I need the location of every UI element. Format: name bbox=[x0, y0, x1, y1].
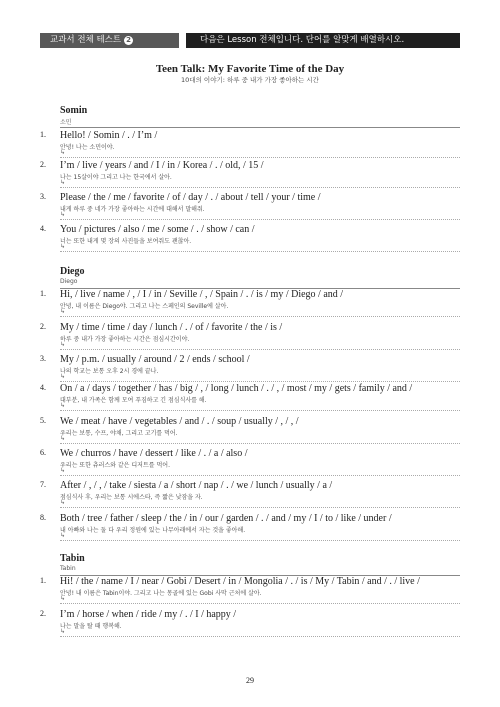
exercise-item bbox=[40, 322, 460, 352]
answer-line bbox=[60, 636, 460, 637]
exercise-item bbox=[40, 289, 460, 319]
answer-line bbox=[60, 251, 460, 252]
answer-arrow-icon: ↳ bbox=[60, 373, 66, 380]
page-number: 29 bbox=[246, 676, 254, 685]
answer-line bbox=[60, 219, 460, 220]
answer-arrow-icon: ↳ bbox=[60, 532, 66, 539]
korean-translation: 너는 또한 내게 몇 장의 사진들을 보여줘도 괜찮아. bbox=[60, 238, 192, 245]
answer-line bbox=[60, 603, 460, 604]
page-title: Teen Talk: My Favorite Time of the Day bbox=[155, 63, 345, 75]
test-number-badge: 2 bbox=[124, 36, 133, 45]
item-number: 3. bbox=[40, 192, 46, 201]
word-scramble: My / time / time / day / lunch / . / of / favorite / the / is / bbox=[60, 322, 283, 333]
korean-translation: 내 아빠와 나는 둘 다 우리 정원에 있는 나무아래에서 자는 것을 좋아해. bbox=[60, 527, 246, 534]
item-number: 3. bbox=[40, 354, 46, 363]
exercise-item bbox=[40, 130, 460, 160]
korean-translation: 나의 학교는 보통 오후 2시 경에 끝나. bbox=[60, 368, 159, 375]
item-number: 2. bbox=[40, 609, 46, 618]
answer-arrow-icon: ↳ bbox=[60, 341, 66, 348]
answer-arrow-icon: ↳ bbox=[60, 211, 66, 218]
korean-translation: 우리는 또한 츄러스와 같은 디저트를 먹어. bbox=[60, 462, 170, 469]
answer-arrow-icon: ↳ bbox=[60, 435, 66, 442]
test-label: 교과서 전체 테스트 bbox=[50, 35, 122, 45]
item-number: 1. bbox=[40, 130, 46, 139]
section-subtitle: Tabin bbox=[60, 565, 76, 572]
answer-line bbox=[60, 507, 460, 508]
exercise-item bbox=[40, 609, 460, 639]
answer-arrow-icon: ↳ bbox=[60, 499, 66, 506]
answer-line bbox=[60, 443, 460, 444]
answer-arrow-icon: ↳ bbox=[60, 467, 66, 474]
section-subtitle: 소민 bbox=[60, 119, 72, 126]
word-scramble: After / , / , / take / siesta / a / short / nap / . / we / lunch / usually / a / bbox=[60, 480, 333, 491]
section-name: Diego bbox=[60, 266, 85, 277]
section-subtitle: Diego bbox=[60, 278, 78, 285]
exercise-item bbox=[40, 416, 460, 446]
korean-translation: 안녕! 내 이름은 Tabin이야. 그리고 나는 몽골에 있는 Gobi 사막 근처에 살아. bbox=[60, 590, 262, 597]
answer-arrow-icon: ↳ bbox=[60, 402, 66, 409]
answer-line bbox=[60, 187, 460, 188]
exercise-item bbox=[40, 160, 460, 190]
exercise-item bbox=[40, 224, 460, 254]
item-number: 4. bbox=[40, 224, 46, 233]
word-scramble: Hi! / the / name / I / near / Gobi / Desert / in / Mongolia / . / is / My / Tabin / and / . / live / bbox=[60, 576, 420, 587]
item-number: 2. bbox=[40, 160, 46, 169]
korean-translation: 나는 15살이야 그리고 나는 한국에서 살아. bbox=[60, 174, 172, 181]
answer-arrow-icon: ↳ bbox=[60, 243, 66, 250]
word-scramble: Both / tree / father / sleep / the / in / our / garden / . / and / my / I / to / like / under / bbox=[60, 513, 392, 524]
exercise-item bbox=[40, 513, 460, 543]
section-name: Somin bbox=[60, 105, 88, 116]
word-scramble: We / meat / have / vegetables / and / . / soup / usually / , / , / bbox=[60, 416, 299, 427]
item-number: 1. bbox=[40, 576, 46, 585]
korean-translation: 나는 말을 탈 때 행복해. bbox=[60, 623, 122, 630]
korean-translation: 점심식사 후, 우리는 보통 시에스타, 즉 짧은 낮잠을 자. bbox=[60, 494, 203, 501]
word-scramble: Hello! / Somin / . / I’m / bbox=[60, 130, 158, 141]
exercise-item bbox=[40, 192, 460, 222]
test-label-bar bbox=[40, 33, 179, 48]
exercise-item bbox=[40, 480, 460, 510]
page-subtitle: 10대의 이야기: 하루 중 내가 가장 좋아하는 시간 bbox=[181, 76, 319, 84]
korean-translation: 안녕! 나는 소민이야. bbox=[60, 144, 115, 151]
item-number: 2. bbox=[40, 322, 46, 331]
word-scramble: On / a / days / together / has / big / , / long / lunch / . / , / most / my / gets / family / and / bbox=[60, 383, 413, 394]
word-scramble: Please / the / me / favorite / of / day / . / about / tell / your / time / bbox=[60, 192, 321, 203]
word-scramble: My / p.m. / usually / around / 2 / ends / school / bbox=[60, 354, 250, 365]
word-scramble: Hi, / live / name / , / I / in / Seville / , / Spain / . / is / my / Diego / and / bbox=[60, 289, 344, 300]
answer-arrow-icon: ↳ bbox=[60, 149, 66, 156]
exercise-item bbox=[40, 354, 460, 384]
answer-line bbox=[60, 475, 460, 476]
word-scramble: You / pictures / also / me / some / . / show / can / bbox=[60, 224, 255, 235]
instruction-bar bbox=[186, 33, 460, 48]
exercise-item bbox=[40, 448, 460, 478]
item-number: 5. bbox=[40, 416, 46, 425]
item-number: 6. bbox=[40, 448, 46, 457]
answer-line bbox=[60, 157, 460, 158]
answer-line bbox=[60, 316, 460, 317]
item-number: 7. bbox=[40, 480, 46, 489]
korean-translation: 우리는 보통, 수프, 야채, 그리고 고기를 먹어. bbox=[60, 430, 178, 437]
item-number: 1. bbox=[40, 289, 46, 298]
answer-arrow-icon: ↳ bbox=[60, 308, 66, 315]
korean-translation: 내게 하루 중 네가 가장 좋아하는 시간에 대해서 말해줘. bbox=[60, 206, 205, 213]
korean-translation: 대부분, 내 가족은 함께 모여 푸짐하고 긴 점심식사를 해. bbox=[60, 397, 207, 404]
section-rule bbox=[60, 127, 460, 128]
item-number: 8. bbox=[40, 513, 46, 522]
answer-arrow-icon: ↳ bbox=[60, 179, 66, 186]
answer-line bbox=[60, 349, 460, 350]
item-number: 4. bbox=[40, 383, 46, 392]
answer-line bbox=[60, 410, 460, 411]
answer-line bbox=[60, 381, 460, 382]
korean-translation: 하루 중 내가 가장 좋아하는 시간은 점심시간이야. bbox=[60, 336, 190, 343]
answer-line bbox=[60, 540, 460, 541]
word-scramble: I’m / horse / when / ride / my / . / I / happy / bbox=[60, 609, 237, 620]
korean-translation: 안녕, 내 이름은 Diego야. 그리고 나는 스페인의 Seville에 살아. bbox=[60, 303, 229, 310]
section-name: Tabin bbox=[60, 553, 85, 564]
answer-arrow-icon: ↳ bbox=[60, 628, 66, 635]
exercise-item bbox=[40, 576, 460, 606]
exercise-item bbox=[40, 383, 460, 413]
instruction-text: 다음은 Lesson 전체입니다. 단어를 알맞게 배열하시오. bbox=[200, 35, 405, 45]
word-scramble: I’m / live / years / and / I / in / Korea / . / old, / 15 / bbox=[60, 160, 264, 171]
answer-arrow-icon: ↳ bbox=[60, 595, 66, 602]
word-scramble: We / churros / have / dessert / like / . / a / also / bbox=[60, 448, 248, 459]
